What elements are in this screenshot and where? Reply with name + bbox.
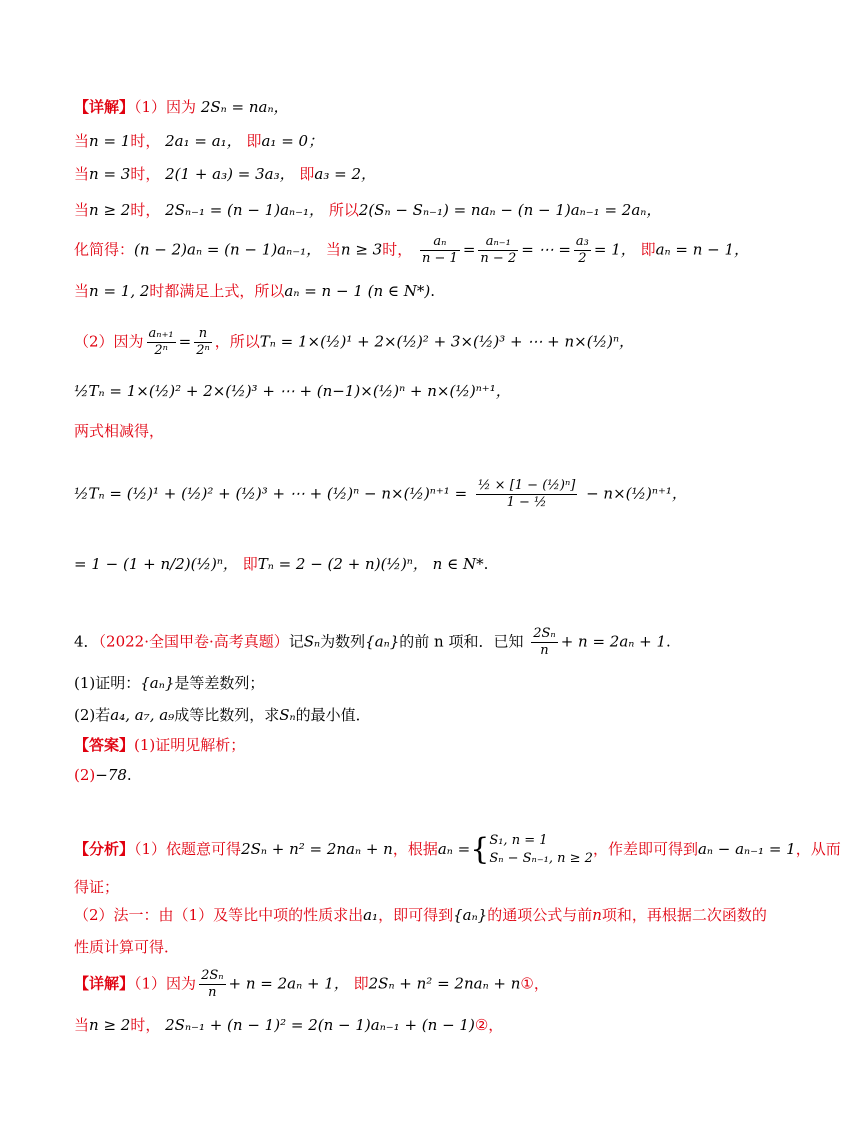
fraction: $\frac{\text{aₙ₊₁}}{\text{2ⁿ}}$	[148, 326, 174, 358]
fraction: $\frac{\text{aₙ}}{n - 1}$	[422, 234, 458, 266]
analysis-tag: 【分析】	[74, 840, 135, 858]
answer-line-2: (2)−78.	[74, 766, 132, 784]
analysis-line-3: （2）法一：由（1）及等比中项的性质求出a₁，即可得到{aₙ}的通项公式与前n项和，再根据二次函数的	[74, 906, 767, 924]
answer-line-1: 【答案】(1)证明见解析；	[74, 736, 246, 754]
detail-tag: 【详解】	[74, 98, 135, 116]
analysis-line-2: 得证；	[74, 878, 120, 896]
detail-line-10: ½Tₙ = (½)¹ + (½)² + (½)³ + ⋯ + (½)ⁿ − n×(½)ⁿ⁺¹ = $\frac{\text{½ × [1 − (½)ⁿ]}}{\text{1 − ½}}$ − n×(½)ⁿ⁺¹，	[74, 478, 687, 510]
fraction: $\frac{\text{a₃}}{2}$	[575, 234, 589, 266]
fraction: $\frac{\text{aₙ₋₁}}{n - 2}$	[480, 234, 517, 266]
detail-line-2: 当n = 1时， 2a₁ = a₁， 即a₁ = 0；	[74, 132, 324, 150]
detail-line-3: 当n = 3时， 2(1 + a₃) = 3a₃， 即a₃ = 2，	[74, 165, 376, 183]
detail-line-8: ½Tₙ = 1×(½)² + 2×(½)³ + ⋯ + (n−1)×(½)ⁿ + n×(½)ⁿ⁺¹，	[74, 382, 511, 400]
fraction: $\frac{\text{2Sₙ}}{n}$	[533, 626, 556, 658]
answer-tag: 【答案】	[74, 736, 135, 754]
fraction: $\frac{\text{2Sₙ}}{n}$	[201, 968, 224, 1000]
fraction: $\frac{\text{½ × [1 − (½)ⁿ]}}{\text{1 − ½}}$	[477, 478, 576, 510]
analysis-line-1: 【分析】（1）依题意可得2Sₙ + n² = 2naₙ + n，根据aₙ ={ S₁, n = 1 Sₙ − Sₙ₋₁, n ≥ 2 ，作差即可得到aₙ − aₙ₋₁ = 1，从而	[74, 832, 841, 867]
detail-line-6: 当n = 1, 2时都满足上式，所以aₙ = n − 1 (n ∈ N*).	[74, 282, 436, 300]
fraction: $\frac{n}{\text{2ⁿ}}$	[196, 326, 210, 358]
detail-tag: 【详解】	[74, 974, 135, 993]
detail-line-4: 当n ≥ 2时， 2Sₙ₋₁ = (n − 1)aₙ₋₁， 所以2(Sₙ − Sₙ₋₁) = naₙ − (n − 1)aₙ₋₁ = 2aₙ，	[74, 201, 662, 219]
analysis-line-4: 性质计算可得．	[74, 938, 180, 956]
left-brace-icon: {	[470, 832, 490, 867]
piecewise-cases: S₁, n = 1 Sₙ − Sₙ₋₁, n ≥ 2	[489, 833, 593, 866]
detail-line-7: （2）因为 $\frac{\text{aₙ₊₁}}{\text{2ⁿ}}$ = $\frac{n}{\text{2ⁿ}}$ ，所以Tₙ = 1×(½)¹ + 2×(½)² + 3×(½)³ + ⋯ + n×(½)ⁿ，	[74, 326, 635, 358]
detail2-line-2: 当n ≥ 2时， 2Sₙ₋₁ + (n − 1)² = 2(n − 1)aₙ₋₁ + (n − 1)②，	[74, 1016, 504, 1034]
detail2-line-1: 【详解】（1）因为 $\frac{\text{2Sₙ}}{n}$ + n = 2aₙ + 1， 即2Sₙ + n² = 2naₙ + n①，	[74, 968, 549, 1000]
detail-line-9: 两式相减得，	[74, 422, 165, 440]
question-2: (2)若a₄, a₇, a₉成等比数列，求Sₙ的最小值．	[74, 706, 371, 724]
detail-line-11: = 1 − (1 + n/2)(½)ⁿ， 即Tₙ = 2 − (2 + n)(½)ⁿ， n ∈ N*.	[74, 555, 489, 573]
question-1: (1)证明：{aₙ}是等差数列；	[74, 674, 265, 692]
detail-line-1: 【详解】（1）因为 2Sₙ = naₙ，	[74, 98, 289, 116]
detail-line-5: 化简得：(n − 2)aₙ = (n − 1)aₙ₋₁， 当n ≥ 3时， $\frac{\text{aₙ}}{n - 1}$ = $\frac{\text{aₙ₋₁}}{n - 2}$ = ⋯ = $\frac{\text{a₃}}{2}$ = 1， 即aₙ = n − 1，	[74, 234, 750, 266]
problem-4-stem: 4．（2022·全国甲卷·高考真题）记Sₙ为数列{aₙ}的前 n 项和．已知 $\frac{\text{2Sₙ}}{n}$ + n = 2aₙ + 1.	[74, 626, 671, 658]
